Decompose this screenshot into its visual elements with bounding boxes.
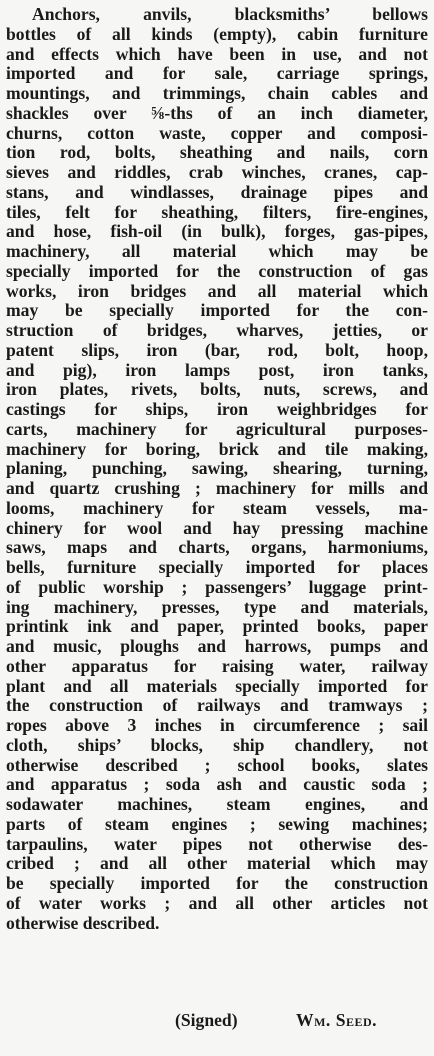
- text-line: tion rod, bolts, sheathing and nails, corn: [6, 143, 428, 163]
- text-line: and quartz crushing ; machinery for mills and: [6, 479, 428, 498]
- text-line: may be specially imported for the con-: [6, 301, 428, 321]
- text-line: of public worship ; passengers’ luggage print-: [6, 577, 428, 597]
- text-line: chinery for wool and hay pressing machine: [6, 518, 428, 538]
- text-line: otherwise described.: [6, 913, 160, 933]
- text-line: parts of steam engines ; sewing machines;: [6, 814, 428, 834]
- text-line: specially imported for the construction of gas: [6, 261, 428, 281]
- text-line: the construction of railways and tramways ;: [6, 696, 428, 716]
- text-line: churns, cotton waste, copper and composi-: [6, 123, 428, 143]
- signer-name: Wm. Seed.: [296, 1010, 378, 1030]
- text-line: of water works ; and all other articles not: [6, 893, 428, 913]
- text-line: other apparatus for raising water, railway: [6, 656, 428, 676]
- text-line: saws, maps and charts, organs, harmoniums,: [6, 538, 428, 558]
- text-line: cribed ; and all other material which may: [6, 854, 428, 874]
- text-line: castings for ships, iron weighbridges for: [6, 400, 428, 419]
- signature-block: [0, 1006, 434, 1032]
- text-line: cloth, ships’ blocks, ship chandlery, not: [6, 735, 428, 755]
- text-line: and pig), iron lamps post, iron tanks,: [6, 360, 428, 380]
- text-line: printink ink and paper, printed books, paper: [6, 617, 428, 637]
- text-line: patent slips, iron (bar, rod, bolt, hoop,: [6, 340, 428, 360]
- text-line: mountings, and trimmings, chain cables and: [6, 84, 428, 103]
- text-line: machinery, all material which may be: [6, 242, 428, 261]
- text-line: sodawater machines, steam engines, and: [6, 795, 428, 814]
- text-line: be specially imported for the construction: [6, 874, 428, 893]
- text-line: stans, and windlasses, drainage pipes and: [6, 182, 428, 202]
- text-line: sieves and riddles, crab winches, cranes, cap-: [6, 163, 428, 182]
- text-line: tarpaulins, water pipes not otherwise des-: [6, 834, 428, 854]
- text-line: ing machinery, presses, type and materials,: [6, 597, 428, 617]
- text-line: planing, punching, sawing, shearing, turning,: [6, 459, 428, 479]
- text-line: struction of bridges, wharves, jetties, or: [6, 321, 428, 340]
- text-line: bottles of all kinds (empty), cabin furniture: [6, 24, 428, 44]
- text-line: looms, machinery for steam vessels, ma-: [6, 498, 428, 518]
- text-line: bells, furniture specially imported for places: [6, 558, 428, 577]
- text-line: and hose, fish-oil (in bulk), forges, gas-pipes,: [6, 222, 428, 242]
- text-line: ropes above 3 inches in circumference ; sail: [6, 716, 428, 735]
- notice-text: [6, 5, 428, 933]
- text-line: otherwise described ; school books, slates: [6, 755, 428, 775]
- text-line: Anchors, anvils, blacksmiths’ bellows: [32, 5, 428, 24]
- text-line: shackles over ⅝-ths of an inch diameter,: [6, 103, 428, 123]
- text-line: carts, machinery for agricultural purposes-: [6, 419, 428, 439]
- text-line: works, iron bridges and all material which: [6, 281, 428, 301]
- text-line: tiles, felt for sheathing, filters, fire-engines,: [6, 202, 428, 222]
- text-line: and music, ploughs and harrows, pumps and: [6, 637, 428, 656]
- text-line: iron plates, rivets, bolts, nuts, screws, and: [6, 380, 428, 400]
- signed-label: (Signed): [175, 1010, 238, 1030]
- text-line: plant and all materials specially imported for: [6, 676, 428, 696]
- text-line: and apparatus ; soda ash and caustic soda ;: [6, 775, 428, 795]
- text-line: imported and for sale, carriage springs,: [6, 64, 428, 84]
- text-line: machinery for boring, brick and tile making,: [6, 439, 428, 459]
- text-line: and effects which have been in use, and not: [6, 44, 428, 64]
